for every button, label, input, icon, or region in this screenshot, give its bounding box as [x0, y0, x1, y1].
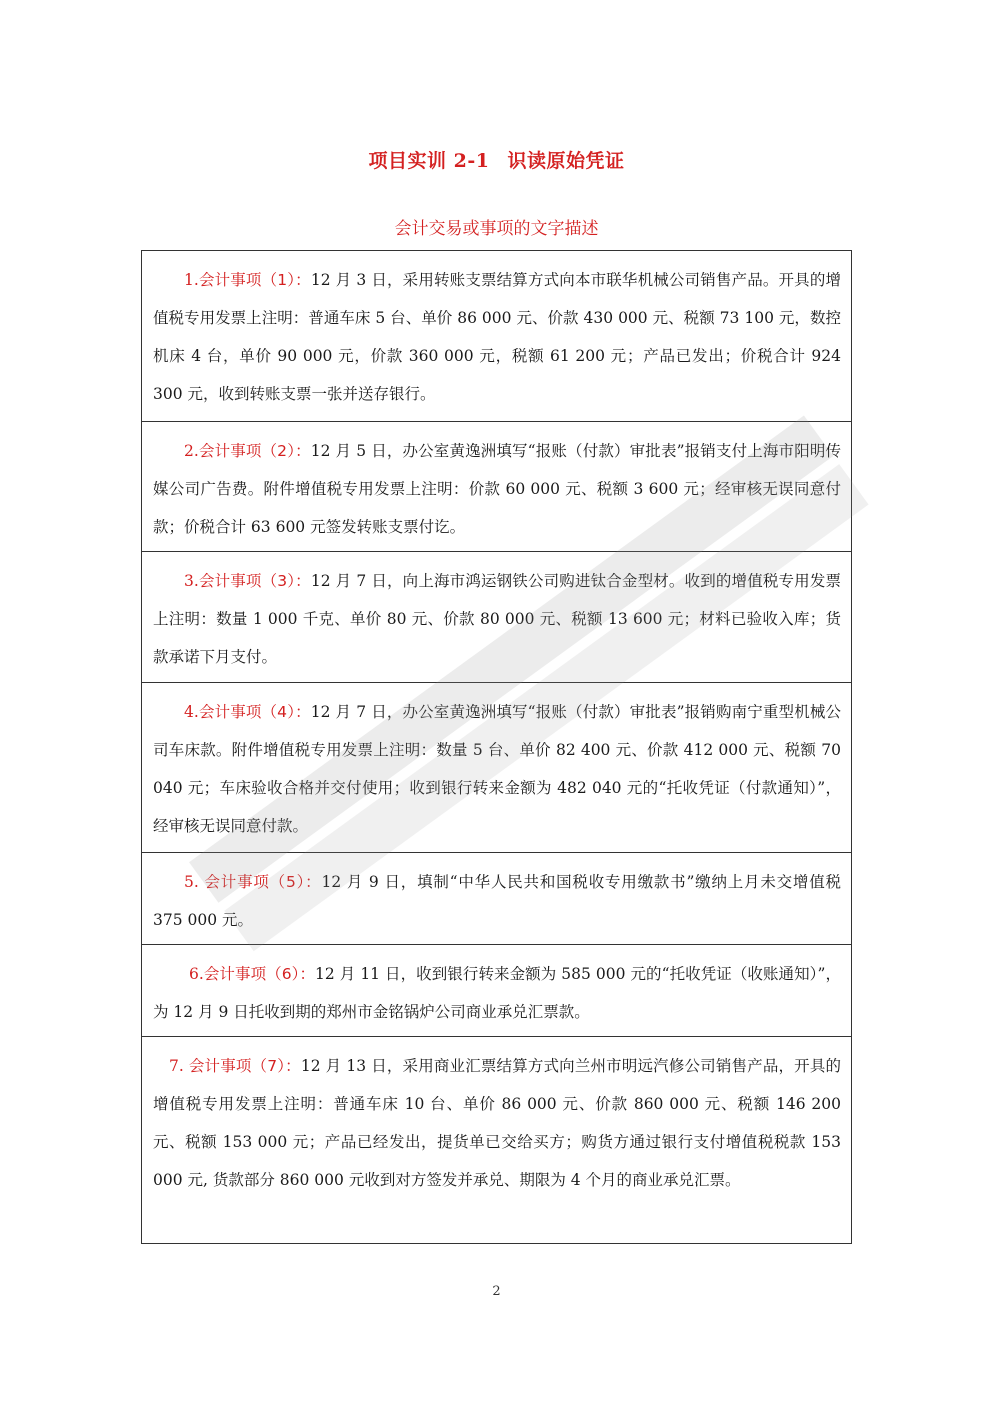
transaction-item-6: [142, 944, 851, 1036]
title-part2: 识读原始凭证: [507, 150, 625, 172]
item-number: 5.: [184, 873, 199, 891]
transactions-table: [141, 250, 852, 1244]
item-text: 12 月 11 日，收到银行转来金额为 585 000 元的“托收凭证（收账通知）”，为 12 月 9 日托收到期的郑州市金铭锅炉公司商业承兑汇票款。: [153, 965, 841, 1021]
item-label: 会计事项（6）：: [203, 965, 316, 983]
item-text: 12 月 9 日，填制“中华人民共和国税收专用缴款书”缴纳上月未交增值税 375 000 元。: [153, 873, 841, 929]
item-label: 会计事项（3）：: [198, 572, 311, 590]
item-number: 2.: [184, 442, 199, 460]
item-label: 会计事项（2）：: [198, 442, 311, 460]
section-title: 会计交易或事项的文字描述: [394, 219, 599, 239]
transaction-item-4: [142, 682, 851, 852]
item-number: 6.: [189, 965, 204, 983]
item-number: 4.: [184, 703, 199, 721]
title-part1: 项目实训 2-1: [368, 150, 490, 172]
item-number: 7.: [169, 1057, 184, 1075]
item-label: 会计事项（5）：: [204, 873, 322, 891]
item-number: 3.: [184, 572, 199, 590]
transaction-item-7: [142, 1036, 851, 1243]
item-text: 12 月 5 日，办公室黄逸洲填写“报账（付款）审批表”报销支付上海市阳明传媒公司广告费。附件增值税专用发票上注明：价款 60 000 元、税额 3 600 元；经审核无误同意付款；价税合计 63 600 元签发转账支票付讫。: [153, 442, 841, 536]
transaction-item-1: [142, 251, 851, 421]
item-text: 12 月 7 日，办公室黄逸洲填写“报账（付款）审批表”报销购南宁重型机械公司车床款。附件增值税专用发票上注明：数量 5 台、单价 82 400 元、价款 412 000 元、税额 70 040 元；车床验收合格并交付使用；收到银行转来金额为 482 040 元的“托收凭证（付款通知）”，经审核无误同意付款。: [153, 703, 841, 835]
page-number: 2: [492, 1284, 501, 1299]
item-label: 会计事项（4）：: [198, 703, 311, 721]
item-label: 会计事项（1）：: [198, 271, 311, 289]
page-title: [0, 146, 993, 173]
item-number: 1.: [184, 271, 199, 289]
item-text: 12 月 3 日，采用转账支票结算方式向本市联华机械公司销售产品。开具的增值税专用发票上注明：普通车床 5 台、单价 86 000 元、价款 430 000 元、税额 73 100 元，数控机床 4 台，单价 90 000 元，价款 360 000 元，税额 61 200 元；产品已发出；价税合计 924 300 元，收到转账支票一张并送存银行。: [153, 271, 841, 403]
transaction-item-2: [142, 421, 851, 551]
transaction-item-5: [142, 852, 851, 944]
item-text: 12 月 13 日，采用商业汇票结算方式向兰州市明远汽修公司销售产品，开具的增值税专用发票上注明：普通车床 10 台、单价 86 000 元、价款 860 000 元、税额 146 200 元、税额 153 000 元；产品已经发出，提货单已交给买方；购货方通过银行支付增值税税款 153 000 元, 货款部分 860 000 元收到对方签发并承兑、期限为 4 个月的商业承兑汇票。: [153, 1057, 841, 1189]
item-label: 会计事项（7）：: [188, 1057, 301, 1075]
transaction-item-3: [142, 551, 851, 682]
item-text: 12 月 7 日，向上海市鸿运钢铁公司购进钛合金型材。收到的增值税专用发票上注明：数量 1 000 千克、单价 80 元、价款 80 000 元、税额 13 600 元；材料已验收入库；货款承诺下月支付。: [153, 572, 841, 666]
